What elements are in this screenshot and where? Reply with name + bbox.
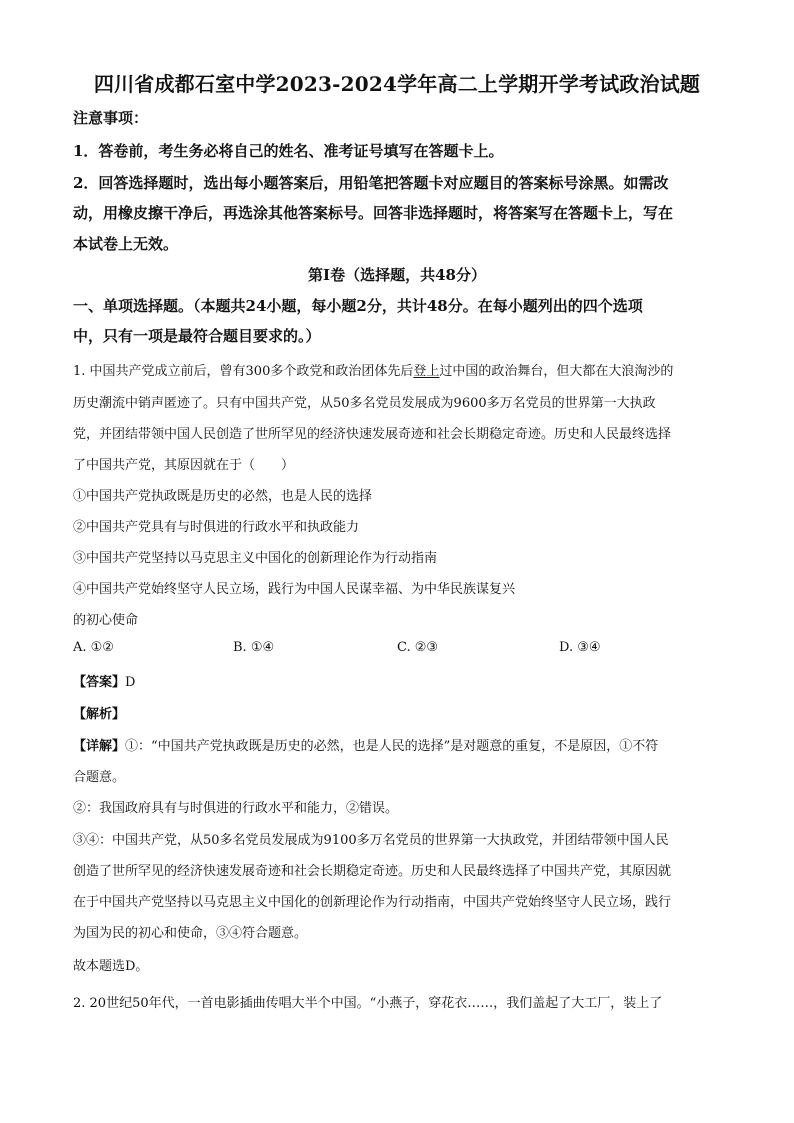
- q1-statement-3: ③中国共产党坚持以马克思主义中国化的创新理论作为行动指南: [73, 551, 438, 566]
- q1-stem-line-2: 历史潮流中销声匿迹了。只有中国共产党，从50多名党员发展成为9600多万名党员的世界第一大执政: [73, 396, 656, 411]
- q1-answer: [73, 671, 135, 690]
- notice-item-2-line-3: 本试卷上无效。: [73, 235, 179, 253]
- q1-option-c: C. ②③: [397, 640, 439, 655]
- q1-conclusion: 故本题选D。: [73, 959, 149, 974]
- q1-stem-underlined: 登上: [413, 364, 440, 379]
- part1-heading-line-1: 一、单项选择题。（本题共24小题，每小题2分，共计48分。在每小题列出的四个选项: [73, 297, 643, 315]
- q1-option-d: D. ③④: [559, 640, 601, 655]
- q1-stem-text: 过中国的政治舞台，但大都在大浪淘沙的: [439, 364, 674, 379]
- q1-detail-line-7: 为国为民的初心和使命，③④符合题意。: [73, 926, 308, 941]
- q1-statement-1: ①中国共产党执政既是历史的必然，也是人民的选择: [73, 489, 373, 504]
- detail-tag: 【详解】: [73, 739, 126, 754]
- notice-item-2-line-1: 2．回答选择题时，选出每小题答案后，用铅笔把答题卡对应题目的答案标号涂黑。如需改: [73, 174, 669, 192]
- q1-statement-4-line-1: ④中国共产党始终坚守人民立场，践行为中国人民谋幸福、为中华民族谋复兴: [73, 582, 516, 597]
- q1-detail-line-3: ②：我国政府具有与时俱进的行政水平和能力，②错误。: [73, 801, 399, 816]
- answer-tag: 【答案】: [73, 675, 126, 690]
- part1-heading-line-2: 中，只有一项是最符合题目要求的。）: [73, 327, 321, 345]
- section-title: 第I卷（选择题，共48分）: [308, 266, 486, 284]
- notice-item-2-line-2: 动，用橡皮擦干净后，再选涂其他答案标号。回答非选择题时，将答案写在答题卡上，写在: [73, 204, 674, 222]
- q1-analysis-tag: 【解析】: [73, 707, 126, 722]
- q1-stem-line-4: 了中国共产党，其原因就在于（ ）: [73, 458, 295, 473]
- q1-detail-line-4: ③④：中国共产党，从50多名党员发展成为9100多万名党员的世界第一大执政党，并团结带领中国人民: [73, 833, 669, 848]
- q1-stem-line-1: [73, 360, 673, 379]
- q1-statement-4-line-2: 的初心使命: [73, 613, 139, 628]
- detail-text: ①：“中国共产党执政既是历史的必然，也是人民的选择”是对题意的重复，不是原因，①不符: [125, 739, 659, 754]
- q1-detail-line-5: 创造了世所罕见的经济快速发展奇迹和社会长期稳定奇迹。历史和人民最终选择了中国共产党，其原因就: [73, 864, 672, 879]
- q2-stem-line-1: 2. 20世纪50年代，一首电影插曲传唱大半个中国。“小燕子，穿花衣……，我们盖起了大工厂，装上了: [73, 996, 663, 1011]
- q1-option-b: B. ①④: [233, 640, 275, 655]
- q1-detail-line-1: [73, 735, 658, 754]
- q1-option-a: A. ①②: [73, 640, 114, 655]
- q1-stem-line-3: 党，并团结带领中国人民创造了世所罕见的经济快速发展奇迹和社会长期稳定奇迹。历史和人民最终选择: [73, 427, 672, 442]
- q1-stem-text: 1. 中国共产党成立前后，曾有300多个政党和政治团体先后: [73, 364, 414, 379]
- q1-statement-2: ②中国共产党具有与时俱进的行政水平和执政能力: [73, 520, 360, 535]
- page-title: 四川省成都石室中学2023-2024学年高二上学期开学考试政治试题: [93, 72, 701, 96]
- answer-value: D: [125, 675, 136, 690]
- q1-detail-line-6: 在于中国共产党坚持以马克思主义中国化的创新理论作为行动指南，中国共产党始终坚守人民立场，践行: [73, 895, 672, 910]
- notice-heading: 注意事项：: [73, 109, 149, 127]
- q1-detail-line-2: 合题意。: [73, 770, 126, 785]
- notice-item-1: 1．答卷前，考生务必将自己的姓名、准考证号填写在答题卡上。: [73, 142, 504, 160]
